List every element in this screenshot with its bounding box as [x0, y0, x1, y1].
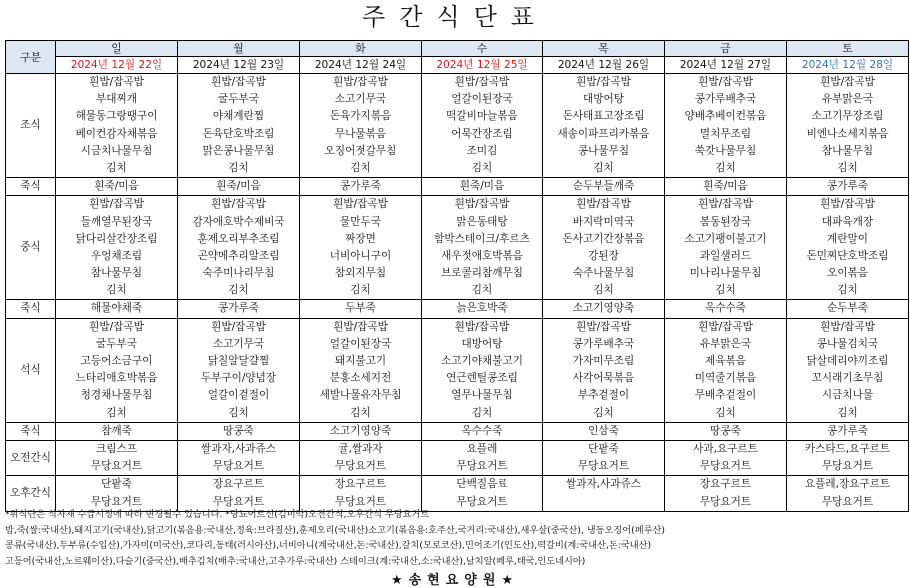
- menu-item: 야채계란찜: [212, 110, 265, 123]
- menu-item: 흰밥/잡곡밥: [454, 320, 510, 333]
- menu-item: 소고기무국: [212, 337, 265, 350]
- menu-item: 돈사고기간장볶음: [562, 232, 645, 245]
- menu-item: 시금치나물무침: [80, 144, 153, 157]
- menu-item: 과일샐러드: [699, 249, 752, 262]
- menu-item: 흰밥/잡곡밥: [698, 198, 753, 211]
- menu-item: 흰밥/잡곡밥: [820, 320, 875, 333]
- page-title: 주간식단표: [362, 3, 548, 31]
- menu-item: 김치: [471, 284, 493, 297]
- menu-item: 대방어탕: [583, 93, 624, 106]
- menu-item: 새송이파프리카볶음: [557, 127, 650, 140]
- menu-item: 김치: [350, 284, 371, 297]
- day-date: 2024년 12월 23일: [178, 57, 300, 74]
- menu-item: 인삼죽: [588, 424, 619, 437]
- menu-cell: [178, 422, 300, 440]
- menu-item: 흰밥/잡곡밥: [820, 198, 875, 211]
- menu-cell: [300, 178, 422, 196]
- menu-item: 장요구르트: [334, 478, 387, 491]
- menu-cell: [422, 318, 543, 422]
- menu-item: 콩나물무침: [577, 144, 630, 157]
- menu-cell: [787, 178, 909, 196]
- menu-item: 너비아니구이: [329, 249, 392, 262]
- meal-section-row: [6, 476, 909, 511]
- meal-label: 조식: [6, 74, 56, 178]
- note-line: *위식단은 식자재 수급시정에 따라 변경될수 있습니다. *당뇨어르신(김미악)오전간식,오후간식 무당요거트: [5, 509, 430, 520]
- menu-item: 무당요거트: [334, 460, 387, 473]
- day-name: 수: [422, 41, 543, 57]
- menu-item: 강된장: [588, 249, 619, 262]
- menu-item: 흰밥/잡곡밥: [89, 320, 144, 333]
- menu-item: 해물동그랑땡구이: [75, 110, 158, 123]
- menu-item: 느타리애호박볶음: [75, 372, 158, 385]
- menu-item: 무당요거트: [699, 495, 752, 508]
- menu-item: 땅콩죽: [223, 424, 254, 437]
- meal-section-row: [6, 440, 909, 475]
- menu-item: 물만두국: [340, 215, 381, 228]
- menu-cell: [56, 74, 178, 178]
- menu-item: 김치: [228, 406, 249, 419]
- day-name: 금: [665, 41, 787, 57]
- note-line: 콩류(국내산),두부류(수입산),가자미(미국산),코다리,동태(러시아산),너비아니(계국내산,돈:국내산),갈치(모로코산),민어조기(인도산),떡갈비(계:국내산,돈:국내산): [5, 540, 652, 552]
- menu-item: 흰밥/잡곡밥: [576, 320, 631, 333]
- menu-item: 김치: [593, 406, 614, 419]
- menu-item: 돈사태표고장조림: [562, 110, 645, 123]
- menu-item: 흰밥/잡곡밥: [211, 76, 266, 88]
- menu-cell: [543, 178, 665, 196]
- menu-item: 흰밥/잡곡밥: [333, 320, 388, 333]
- menu-cell: [422, 422, 543, 440]
- menu-item: 흰밥/잡곡밥: [576, 198, 631, 211]
- menu-cell: [543, 440, 665, 475]
- menu-item: 흰죽/미음: [216, 180, 261, 193]
- menu-item: 흰밥/잡곡밥: [333, 76, 388, 88]
- meal-label: 석식: [6, 318, 56, 422]
- menu-cell: [300, 300, 422, 318]
- menu-item: 소고기영양죽: [572, 302, 635, 315]
- menu-item: 카스타드,요구르트: [804, 442, 891, 455]
- menu-cell: [422, 196, 543, 300]
- menu-cell: [665, 318, 787, 422]
- menu-item: 얼갈이겉절이: [207, 389, 270, 402]
- menu-item: 감자애호박수제비국: [192, 215, 285, 228]
- menu-item: 참나물무침: [90, 267, 143, 280]
- menu-item: 얼갈이된장국: [451, 93, 513, 106]
- facility-name: ★송현요양원★: [390, 573, 520, 588]
- menu-item: 무당요거트: [821, 460, 874, 473]
- menu-item: 흰밥/잡곡밥: [698, 76, 753, 88]
- menu-item: 참외지무침: [334, 267, 387, 280]
- menu-item: 흰밥/잡곡밥: [89, 76, 144, 88]
- menu-item: 옥수수죽: [705, 302, 746, 315]
- menu-item: 김치: [471, 406, 493, 419]
- menu-item: 시금치나물: [821, 389, 874, 402]
- menu-item: 우엉채조림: [90, 249, 143, 262]
- menu-item: 흰밥/잡곡밥: [454, 198, 510, 211]
- menu-cell: [178, 196, 300, 300]
- menu-item: 사과,요구르트: [693, 442, 758, 455]
- menu-item: 흰밥/잡곡밥: [820, 76, 875, 88]
- menu-cell: [56, 300, 178, 318]
- note-line: 밥,죽(쌀:국내산),돼지고기(국내산),닭고기(볶음용:국내산,정육:브라질산),훈제오리(국내산)소고기(볶음용:호주산,국거리:국내산),새우살(중국산), 냉동오징어(페루산): [5, 524, 665, 536]
- menu-item: 김치: [106, 406, 127, 419]
- menu-item: 쌀과자,사과쥬스: [565, 478, 641, 491]
- menu-item: 흰밥/잡곡밥: [576, 76, 631, 88]
- menu-item: 흰죽/미음: [459, 180, 505, 193]
- menu-item: 함박스테이크/후르츠: [434, 232, 530, 245]
- meal-label: 죽식: [6, 178, 56, 196]
- menu-cell: [543, 74, 665, 178]
- menu-item: 돈육가지볶음: [329, 110, 392, 123]
- menu-cell: [56, 318, 178, 422]
- menu-item: 김치: [228, 161, 249, 174]
- menu-item: 무당요거트: [456, 495, 508, 508]
- menu-item: 참깨죽: [101, 424, 132, 437]
- menu-cell: [422, 74, 543, 178]
- menu-item: 계란말이: [827, 232, 868, 245]
- menu-cell: [787, 440, 909, 475]
- menu-item: 흰밥/잡곡밥: [454, 76, 510, 88]
- menu-item: 짜장면: [345, 232, 376, 245]
- menu-item: 흰밥/잡곡밥: [89, 198, 144, 211]
- menu-item: 브로콜리참깨무침: [441, 267, 523, 280]
- menu-item: 김치: [593, 284, 614, 297]
- menu-cell: [543, 196, 665, 300]
- menu-item: 무당요거트: [90, 495, 143, 508]
- meal-label: 오후간식: [6, 476, 56, 511]
- menu-cell: [787, 476, 909, 511]
- menu-item: 김치: [837, 406, 858, 419]
- menu-item: 김치: [106, 284, 127, 297]
- menu-cell: [543, 318, 665, 422]
- menu-item: 참나물무침: [821, 144, 874, 157]
- menu-item: 소고기영양죽: [329, 424, 392, 437]
- menu-cell: [300, 318, 422, 422]
- menu-cell: [56, 196, 178, 300]
- meal-section-row: [6, 178, 909, 196]
- menu-item: 소고기무국: [334, 93, 387, 106]
- menu-item: 콩가루배추국: [694, 93, 757, 106]
- menu-item: 단팥죽: [588, 442, 619, 455]
- menu-cell: [300, 476, 422, 511]
- menu-item: 콩나물김치국: [816, 337, 879, 350]
- menu-cell: [422, 178, 543, 196]
- day-name: 월: [178, 41, 300, 57]
- meal-label: 죽식: [6, 422, 56, 440]
- menu-item: 대방어탕: [461, 337, 503, 350]
- menu-cell: [422, 440, 543, 475]
- menu-item: 돼지불고기: [334, 355, 387, 368]
- menu-cell: [178, 74, 300, 178]
- meal-section-row: [6, 196, 909, 300]
- menu-item: 미역줄기볶음: [694, 372, 757, 385]
- menu-item: 귤,쌀과자: [338, 442, 383, 455]
- day-date: 2024년 12월 24일: [300, 57, 422, 74]
- menu-item: 닭살데리야끼조림: [806, 355, 889, 368]
- menu-item: 고등어소금구이: [80, 355, 153, 368]
- menu-item: 멸치무조림: [699, 127, 752, 140]
- menu-item: 소고기야채불고기: [441, 355, 523, 368]
- menu-cell: [56, 476, 178, 511]
- menu-item: 김치: [715, 284, 736, 297]
- menu-cell: [665, 196, 787, 300]
- menu-item: 부추겉절이: [577, 389, 630, 402]
- menu-item: 미나리나물무침: [689, 267, 762, 280]
- menu-item: 유부맑은국: [821, 93, 874, 106]
- menu-item: 연근렌틸콩조림: [446, 372, 518, 385]
- menu-cell: [300, 422, 422, 440]
- menu-item: 요플레: [466, 442, 498, 455]
- day-name: 일: [56, 41, 178, 57]
- menu-item: 무당요거트: [821, 495, 874, 508]
- meal-label: 오전간식: [6, 440, 56, 475]
- meal-label: 중식: [6, 196, 56, 300]
- menu-item: 흰밥/잡곡밥: [698, 320, 753, 333]
- menu-item: 콩가루죽: [340, 180, 381, 193]
- menu-item: 무당요거트: [212, 495, 265, 508]
- menu-item: 열무나물무침: [451, 389, 513, 402]
- menu-item: 흰죽/미음: [703, 180, 748, 193]
- menu-item: 가자미무조림: [572, 355, 635, 368]
- menu-item: 소고기무장조림: [811, 110, 884, 123]
- menu-cell: [665, 178, 787, 196]
- menu-item: 세발나물유자무침: [319, 389, 402, 402]
- menu-item: 얼갈이된장국: [329, 337, 392, 350]
- menu-item: 김치: [715, 406, 736, 419]
- menu-item: 맑은동태탕: [456, 215, 508, 228]
- menu-item: 김치: [837, 284, 858, 297]
- menu-item: 무당요거트: [577, 460, 630, 473]
- menu-cell: [787, 300, 909, 318]
- menu-item: 닭칠알달걀찜: [207, 355, 270, 368]
- meal-section-row: [6, 422, 909, 440]
- menu-item: 맑은콩나물무침: [202, 144, 275, 157]
- day-date: 2024년 12월 28일: [787, 57, 909, 74]
- menu-item: 해물야채죽: [90, 302, 143, 315]
- menu-item: 흰밥/잡곡밥: [211, 320, 266, 333]
- menu-item: 흰죽/미음: [94, 180, 139, 193]
- menu-item: 숙주미나리무침: [202, 267, 275, 280]
- meal-section-row: [6, 300, 909, 318]
- menu-item: 흰밥/잡곡밥: [333, 198, 388, 211]
- menu-item: 장요구르트: [699, 478, 752, 491]
- menu-item: 굴두부국: [96, 337, 137, 350]
- menu-item: 곤약메추리알조림: [197, 249, 280, 262]
- menu-item: 양배추베이컨볶음: [684, 110, 767, 123]
- menu-item: 옥수수죽: [461, 424, 503, 437]
- menu-cell: [178, 300, 300, 318]
- menu-cell: [787, 422, 909, 440]
- menu-item: 단백질음료: [456, 478, 508, 491]
- menu-item: 무배추겉절이: [694, 389, 757, 402]
- menu-item: 땅콩죽: [710, 424, 741, 437]
- menu-item: 부대찌개: [96, 93, 137, 106]
- day-date: 2024년 12월 27일: [665, 57, 787, 74]
- day-name: 목: [543, 41, 665, 57]
- menu-item: 순두부죽: [827, 302, 868, 315]
- menu-item: 무당요거트: [334, 495, 387, 508]
- menu-item: 대파육개장: [821, 215, 874, 228]
- menu-cell: [56, 440, 178, 475]
- category-header: 구분: [6, 41, 56, 74]
- menu-item: 콩가루죽: [827, 180, 868, 193]
- menu-cell: [665, 422, 787, 440]
- day-name: 토: [787, 41, 909, 57]
- menu-cell: [300, 196, 422, 300]
- menu-item: 들깨열무된장국: [80, 215, 153, 228]
- menu-item: 김치: [837, 161, 858, 174]
- menu-item: 김치: [228, 284, 249, 297]
- menu-item: 무당요거트: [456, 460, 508, 473]
- day-date: 2024년 12월 25일: [422, 57, 543, 74]
- notes-block: [5, 507, 908, 569]
- menu-item: 분홍소세지전: [329, 372, 392, 385]
- menu-item: 숙주나물무침: [572, 267, 635, 280]
- menu-cell: [422, 476, 543, 511]
- menu-item: 무당요거트: [212, 460, 265, 473]
- meal-label: 죽식: [6, 300, 56, 318]
- menu-item: 김치: [350, 161, 371, 174]
- menu-item: 훈제오리부추조림: [197, 232, 280, 245]
- menu-cell: [178, 476, 300, 511]
- menu-item: 흰밥/잡곡밥: [211, 198, 266, 211]
- menu-cell: [543, 300, 665, 318]
- menu-item: 쑥갓나물무침: [694, 144, 757, 157]
- menu-item: 콩가루죽: [827, 424, 868, 437]
- menu-cell: [787, 318, 909, 422]
- menu-item: 오이볶음: [827, 267, 868, 280]
- menu-item: 김치: [715, 161, 736, 174]
- menu-cell: [543, 476, 665, 511]
- menu-item: 늙은호박죽: [456, 302, 508, 315]
- menu-cell: [422, 300, 543, 318]
- menu-item: 사각어묵볶음: [572, 372, 635, 385]
- menu-cell: [665, 74, 787, 178]
- menu-cell: [56, 178, 178, 196]
- meal-section-row: [6, 74, 909, 178]
- menu-item: 두부죽: [345, 302, 376, 315]
- menu-cell: [300, 440, 422, 475]
- menu-cell: [665, 440, 787, 475]
- day-date: 2024년 12월 26일: [543, 57, 665, 74]
- menu-cell: [178, 440, 300, 475]
- menu-item: 장요구르트: [212, 478, 265, 491]
- menu-item: 조미김: [466, 144, 498, 157]
- menu-item: 두부구이/양념장: [200, 372, 277, 385]
- menu-cell: [787, 196, 909, 300]
- menu-item: 제육볶음: [705, 355, 746, 368]
- menu-item: 굴두부국: [218, 93, 259, 106]
- menu-item: 김치: [106, 161, 127, 174]
- menu-item: 콩가루배추국: [572, 337, 635, 350]
- menu-item: 무당요거트: [699, 460, 752, 473]
- menu-cell: [665, 300, 787, 318]
- menu-item: 오징어젓갈무침: [324, 144, 397, 157]
- menu-item: 어묵간장조림: [451, 127, 513, 140]
- menu-cell: [787, 74, 909, 178]
- menu-cell: [543, 422, 665, 440]
- menu-item: 청경채나물무침: [80, 389, 153, 402]
- menu-item: 무당요거트: [90, 460, 143, 473]
- menu-item: 돈육단호박조림: [202, 127, 275, 140]
- menu-cell: [178, 318, 300, 422]
- menu-item: 새우젓애호박볶음: [441, 249, 523, 262]
- menu-cell: [300, 74, 422, 178]
- menu-item: 베이컨감자채볶음: [75, 127, 158, 140]
- menu-item: 유부맑은국: [699, 337, 752, 350]
- menu-item: 쌀과자,사과쥬스: [200, 442, 276, 455]
- day-name: 화: [300, 41, 422, 57]
- menu-cell: [178, 178, 300, 196]
- menu-item: 김치: [593, 161, 614, 174]
- day-date: 2024년 12월 22일: [56, 57, 178, 74]
- menu-item: 요플레,장요구르트: [804, 478, 891, 491]
- menu-item: 크림스프: [96, 442, 137, 455]
- menu-item: 닭다리살간장조림: [75, 232, 158, 245]
- menu-item: 돈민찌단호박조림: [806, 249, 889, 262]
- menu-item: 김치: [350, 406, 371, 419]
- menu-item: 콩가루죽: [218, 302, 259, 315]
- menu-cell: [665, 476, 787, 511]
- menu-item: 김치: [471, 161, 493, 174]
- meal-section-row: [6, 318, 909, 422]
- menu-item: 바지락미역국: [572, 215, 635, 228]
- menu-item: 꼬시래기초무침: [811, 372, 884, 385]
- menu-cell: [56, 422, 178, 440]
- note-line: 고등어(국내산,노르웨이산),다슬기(중국산),배추김치(배추:국내산,고추가루:국내산) 스테이크(계:국내산,소:국내산),날치알(페루,태국,인도네시아): [5, 555, 586, 567]
- menu-item: 무나물볶음: [334, 127, 387, 140]
- weekly-menu-table: [5, 40, 909, 512]
- menu-item: 순두부들깨죽: [572, 180, 635, 193]
- menu-item: 비엔나소세지볶음: [806, 127, 889, 140]
- menu-item: 떡갈비마늘볶음: [446, 110, 518, 123]
- menu-item: 단팥죽: [101, 478, 132, 491]
- menu-item: 봄동된장국: [699, 215, 752, 228]
- menu-item: 소고기팽이불고기: [684, 232, 767, 245]
